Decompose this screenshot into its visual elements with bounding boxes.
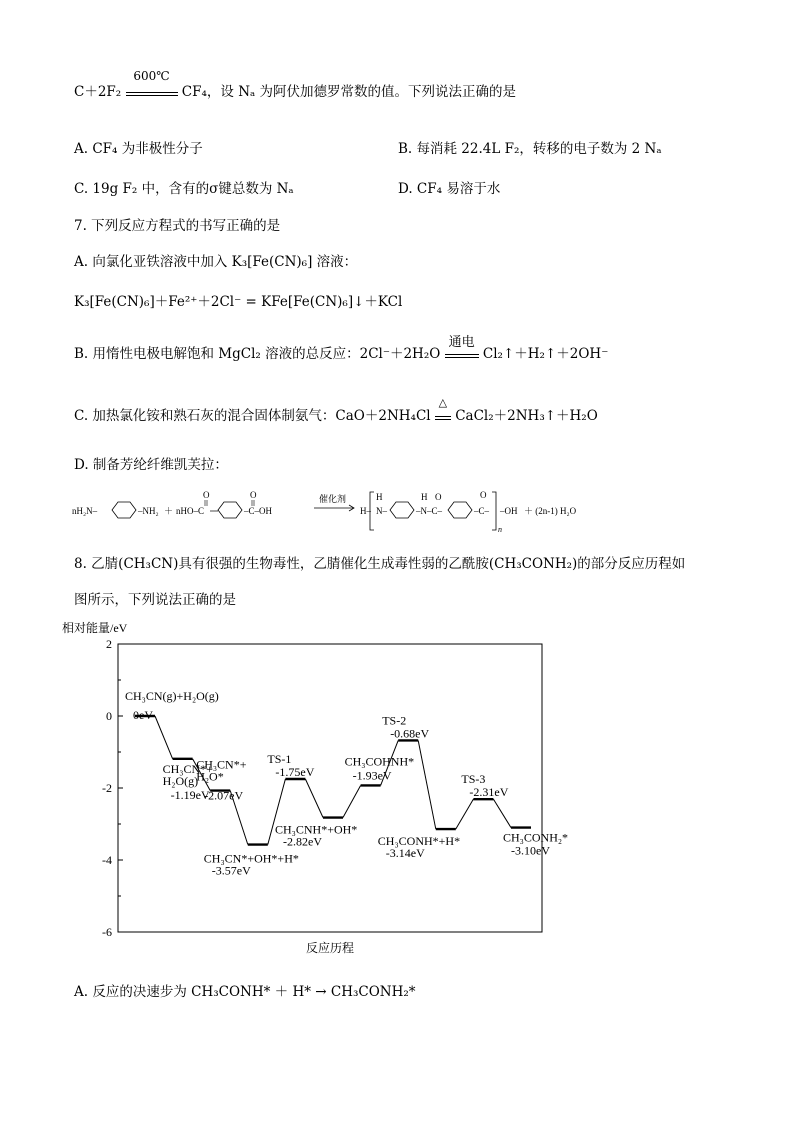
state-label: CH₃CN(g)+H₂O(g) [125, 689, 219, 703]
q7-b-arrow [445, 335, 479, 358]
energy-connector [456, 799, 474, 829]
state-label: TS-1 [267, 752, 292, 766]
energy-label: -1.19eV [170, 787, 210, 802]
energy-label: -1.93eV [352, 768, 392, 783]
q7-c-condition: △ [438, 396, 448, 409]
polymer-h-2: H [421, 492, 428, 502]
y-tick-label: 0 [106, 709, 112, 723]
energy-connector [305, 779, 323, 818]
q7-c-text: C. 加热氯化铵和熟石灰的混合固体制氨气：CaO＋2NH₄Cl [74, 408, 431, 424]
state-label: CH₃CONH₂* [503, 830, 569, 845]
energy-profile-chart [60, 618, 569, 958]
y-tick-label: -4 [102, 853, 112, 867]
energy-label: -2.07eV [204, 788, 244, 803]
diacid-label: nHO–C [176, 506, 205, 516]
polymer-nh-1: N– [376, 506, 387, 516]
carbonyl-o-2: O [250, 490, 257, 500]
option-c: C. 19g F₂ 中，含有的σ键总数为 Nₐ [74, 181, 294, 197]
y-axis-label: 相对能量/eV [62, 621, 128, 635]
reaction-right: CF₄ [181, 84, 207, 100]
state-label: H₂O* [196, 769, 224, 784]
option-d: D. CF₄ 易溶于水 [398, 181, 501, 197]
q7-b-right: Cl₂↑＋H₂↑＋2OH⁻ [482, 346, 609, 362]
q7-b-condition: 通电 [448, 335, 475, 350]
benzene-ring-2 [218, 502, 242, 518]
polymer-oh-end: –OH [500, 506, 518, 516]
option-a: A. CF₄ 为非极性分子 [74, 141, 203, 157]
reaction-line [74, 69, 517, 100]
polymer-h-end: H– [360, 506, 371, 516]
y-tick-label: -6 [102, 925, 112, 939]
benzene-ring-1 [112, 502, 136, 518]
energy-label: -0.68eV [390, 726, 430, 741]
q7-c-arrow [435, 396, 451, 420]
energy-connector [493, 799, 511, 827]
state-label: H₂O(g) [162, 773, 199, 788]
y-tick-label: 2 [106, 637, 112, 651]
carbonyl-o-1: O [203, 490, 210, 500]
reaction-left: C＋2F₂ [74, 84, 122, 100]
reaction-condition: 600℃ [133, 69, 170, 83]
state-label: CH₃COHNH* [344, 754, 415, 769]
state-label: CH₃CN*+ [196, 757, 247, 772]
energy-connector [155, 716, 173, 759]
q8-option-a: A. 反应的决速步为 CH₃CONH* ＋ H* → CH₃CONH₂* [74, 984, 416, 1000]
state-label: CH₃CONH*+H* [377, 834, 461, 849]
energy-label: -1.75eV [275, 765, 315, 779]
q7-option-a-equation: K₃[Fe(CN)₆]＋Fe²⁺＋2Cl⁻ = KFe[Fe(CN)₆]↓＋KCl [74, 294, 403, 310]
polymer-o-2: O [480, 490, 487, 500]
kevlar-equation [72, 486, 632, 538]
polymer-carbonyl: –C– [474, 506, 490, 516]
water-product: ＋ (2n-1) H₂O [524, 506, 577, 516]
state-label: CH₃CN*+OH*+H* [203, 851, 299, 866]
state-label: TS-3 [461, 772, 486, 787]
q8-stem-2: 图所示，下列说法正确的是 [74, 592, 236, 608]
q7-option-b [74, 335, 609, 362]
q7-c-right: CaCl₂＋2NH₃↑＋H₂O [455, 408, 598, 424]
catalyst-label: 催化剂 [319, 494, 347, 504]
question-intro: ，设 Nₐ 为阿伏加德罗常数的值。下列说法正确的是 [206, 84, 517, 100]
x-axis-label: 反应历程 [305, 941, 355, 955]
q8-stem-1: 8. 乙腈(CH₃CN)具有很强的生物毒性，乙腈催化生成毒性弱的乙酰胺(CH₃CONH₂)的部分反应历程如 [74, 556, 686, 572]
option-b: B. 每消耗 22.4L F₂，转移的电子数为 2 Nₐ [398, 141, 662, 157]
reaction-arrow [126, 69, 178, 96]
state-label: CH₃CN*+ [162, 761, 213, 776]
energy-connector [343, 785, 361, 817]
state-label: CH₃CNH*+OH* [275, 822, 358, 837]
polymer-o-1: O [435, 492, 442, 502]
benzene-ring-4 [448, 502, 472, 518]
diamine-label: nH₂N– [72, 506, 98, 516]
energy-label: -2.31eV [469, 785, 509, 800]
q7-option-d: D. 制备芳纶纤维凯芙拉： [74, 457, 228, 473]
state-label: TS-2 [382, 713, 407, 728]
q7-b-text: B. 用惰性电极电解饱和 MgCl₂ 溶液的总反应：2Cl⁻＋2H₂O [74, 346, 441, 362]
plus-sign: ＋ [164, 506, 174, 516]
polymer-h-1: H [376, 492, 383, 502]
y-tick-label: -2 [102, 781, 112, 795]
q7-option-c [74, 396, 598, 424]
polymer-amide: –N–C– [416, 506, 443, 516]
amine-end: –NH₂ [138, 506, 159, 516]
q7-option-a: A. 向氯化亚铁溶液中加入 K₃[Fe(CN)₆] 溶液： [74, 254, 358, 270]
benzene-ring-3 [390, 502, 414, 518]
energy-label: -3.10eV [511, 843, 550, 858]
energy-label: -3.57eV [211, 863, 251, 878]
polymer-n-subscript: n [498, 525, 502, 534]
acid-end: –C–OH [244, 506, 273, 516]
energy-connector [418, 740, 436, 829]
q7-stem: 7. 下列反应方程式的书写正确的是 [74, 218, 281, 234]
energy-label: 0eV [133, 708, 153, 722]
energy-label: -3.14eV [385, 846, 425, 861]
energy-label: -2.82eV [283, 834, 322, 849]
